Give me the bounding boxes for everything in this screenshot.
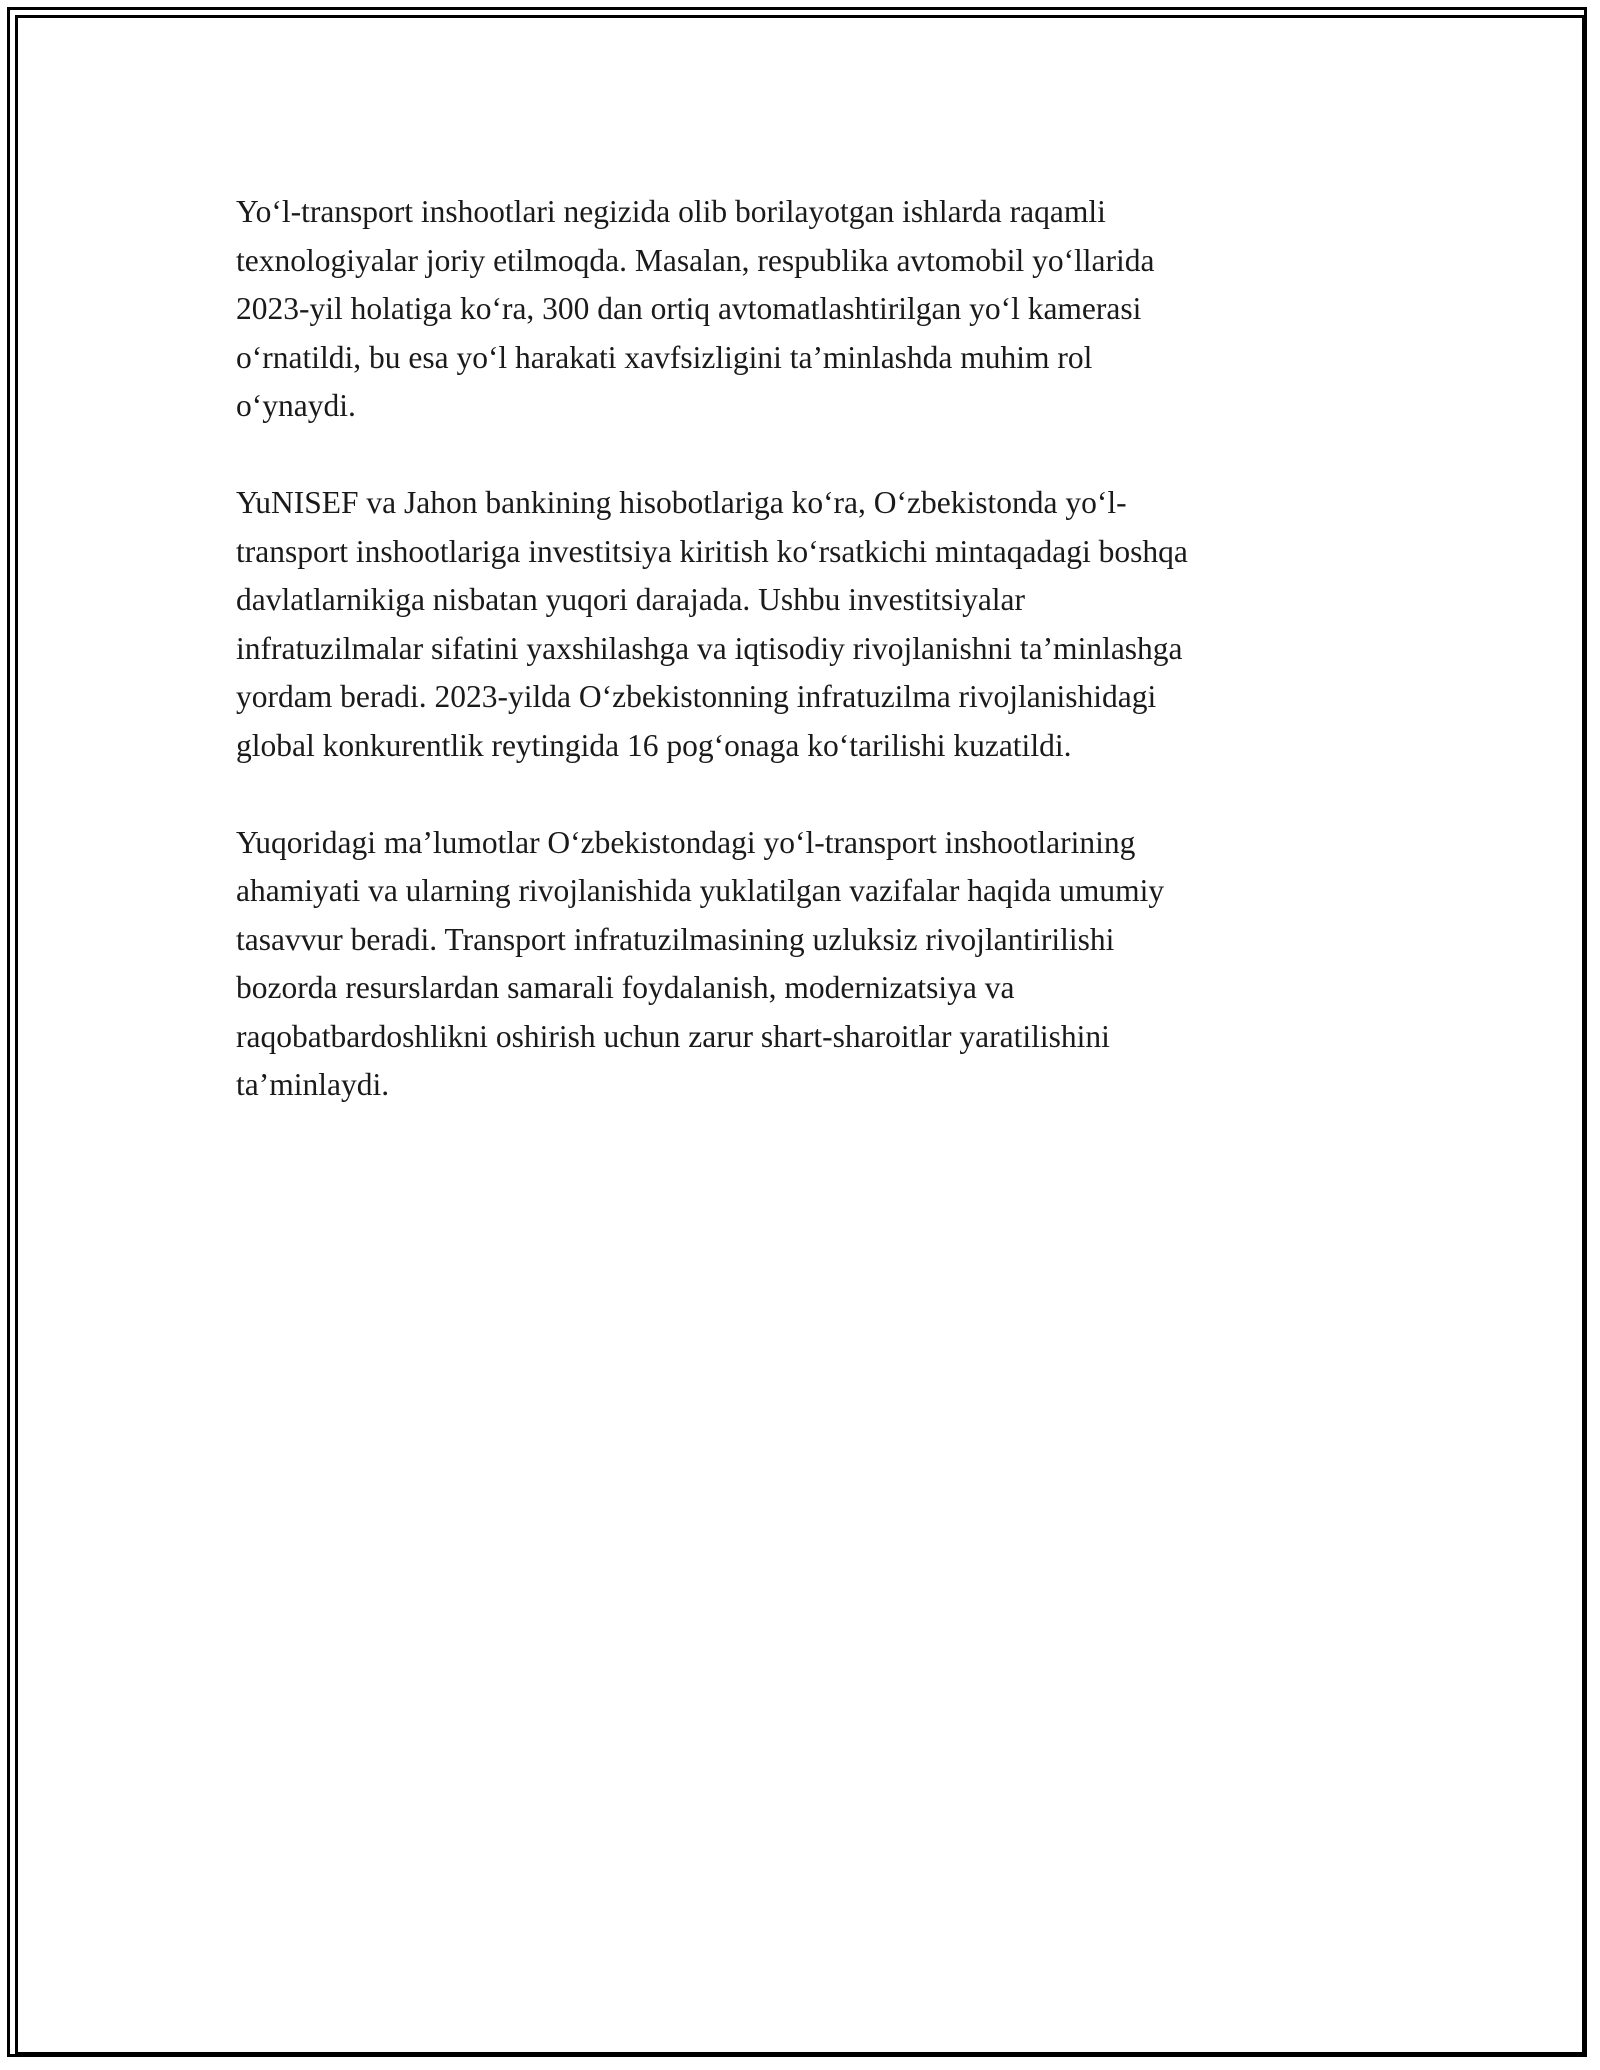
text-line: o‘rnatildi, bu esa yo‘l harakati xavfsizligini ta’minlashda muhim rol — [236, 339, 1093, 375]
text-line: ta’minlaydi. — [236, 1067, 390, 1102]
text-line: tasavvur beradi. Transport infratuzilmasining uzluksiz rivojlantirilishi — [236, 921, 1115, 957]
text-line: YuNISEF va Jahon bankining hisobotlariga ko‘ra, O‘zbekistonda yo‘l- — [236, 485, 1127, 520]
text-line: 2023-yil holatiga ko‘ra, 300 dan ortiq avtomatlashtirilgan yo‘l kamerasi — [236, 291, 1142, 326]
text-line: yordam beradi. 2023-yilda O‘zbekistonning infratuzilma rivojlanishidagi — [236, 679, 1157, 714]
document-body — [236, 188, 1366, 1158]
paragraph-conclusion — [236, 819, 1366, 1110]
text-line: o‘ynaydi. — [236, 388, 356, 423]
text-line: bozorda resurslardan samarali foydalanish, modernizatsiya va — [236, 970, 1015, 1005]
text-line: Yo‘l-transport inshootlari negizida olib borilayotgan ishlarda raqamli — [236, 194, 1106, 229]
paragraph-digital-technologies — [236, 188, 1366, 431]
text-line: infratuzilmalar sifatini yaxshilashga va iqtisodiy rivojlanishni ta’minlashga — [236, 630, 1183, 666]
paragraph-investment-reports — [236, 479, 1366, 770]
text-line: davlatlarnikiga nisbatan yuqori darajada. Ushbu investitsiyalar — [236, 582, 1026, 617]
text-line: ahamiyati va ularning rivojlanishida yuklatilgan vazifalar haqida umumiy — [236, 873, 1165, 908]
text-line: transport inshootlariga investitsiya kiritish ko‘rsatkichi mintaqadagi boshqa — [236, 533, 1188, 569]
text-line: raqobatbardoshlikni oshirish uchun zarur shart-sharoitlar yaratilishini — [236, 1018, 1110, 1054]
text-line: Yuqoridagi ma’lumotlar O‘zbekistondagi yo‘l-transport inshootlarining — [236, 824, 1136, 860]
text-line: texnologiyalar joriy etilmoqda. Masalan, respublika avtomobil yo‘llarida — [236, 242, 1155, 278]
text-line: global konkurentlik reytingida 16 pog‘onaga ko‘tarilishi kuzatildi. — [236, 727, 1072, 763]
